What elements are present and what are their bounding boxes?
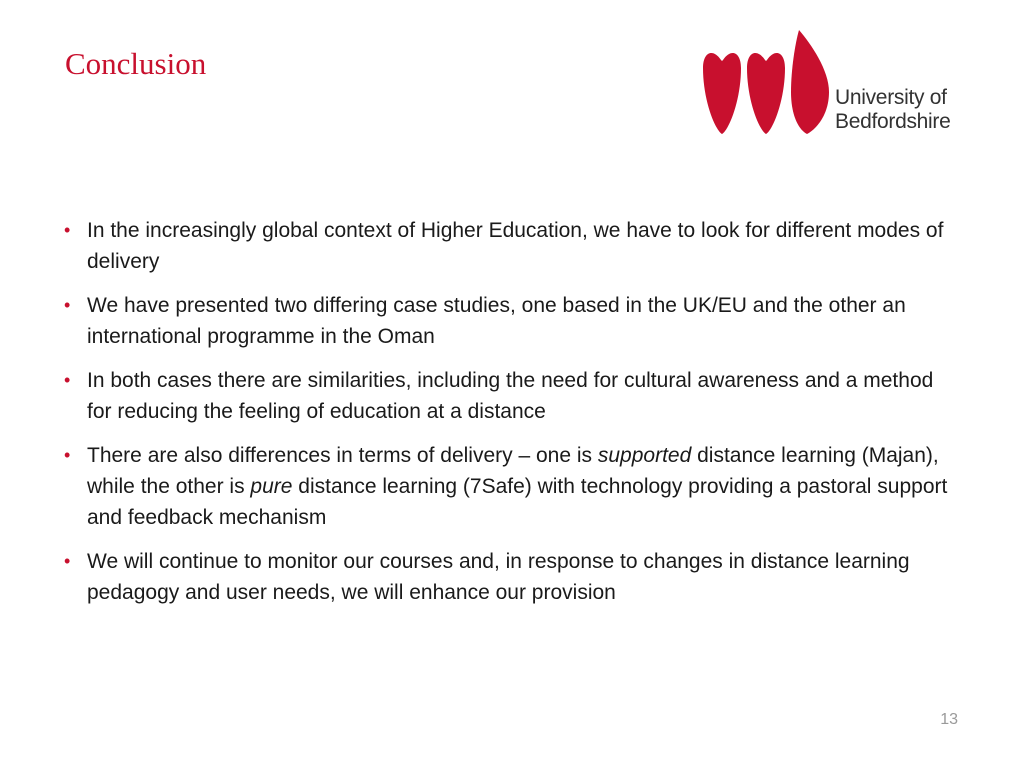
bullet-text: In the increasingly global context of Higher Education, we have to look for different modes of delivery bbox=[87, 219, 944, 273]
logo-text-line1: University of bbox=[835, 86, 947, 109]
bullet-text: We have presented two differing case studies, one based in the UK/EU and the other an international programme in the Oman bbox=[87, 294, 906, 348]
bullet-item bbox=[63, 546, 963, 608]
university-logo bbox=[703, 30, 965, 138]
bullet-item bbox=[63, 440, 963, 533]
bullet-dot-icon: • bbox=[64, 295, 71, 315]
bullet-text-part: There are also differences in terms of delivery – one is bbox=[87, 444, 598, 467]
university-logo-mark-icon bbox=[703, 30, 829, 136]
conclusion-bullet-list bbox=[63, 215, 963, 621]
bullet-emphasis: pure bbox=[250, 475, 293, 498]
bullet-text-part: distance learning (7Safe) with technology providing a pastoral support and feedback mechanism bbox=[87, 475, 948, 529]
bullet-dot-icon: • bbox=[64, 220, 71, 240]
bullet-text-part: distance learning (Majan), while the other is bbox=[87, 444, 939, 498]
bullet-item bbox=[63, 365, 963, 427]
page-number: 13 bbox=[940, 711, 958, 728]
slide-title: Conclusion bbox=[65, 46, 207, 81]
bullet-text: We will continue to monitor our courses and, in response to changes in distance learning pedagogy and user needs, we will enhance our provision bbox=[87, 550, 910, 604]
bullet-dot-icon: • bbox=[64, 370, 71, 390]
bullet-item bbox=[63, 290, 963, 352]
bullet-emphasis: supported bbox=[597, 444, 692, 467]
bullet-text: In both cases there are similarities, including the need for cultural awareness and a method for reducing the feeling of education at a distance bbox=[87, 369, 934, 423]
bullet-item bbox=[63, 215, 963, 277]
bullet-dot-icon: • bbox=[64, 445, 71, 465]
university-logo-text bbox=[835, 86, 950, 134]
logo-text-line2: Bedfordshire bbox=[835, 110, 951, 133]
bullet-dot-icon: • bbox=[64, 551, 71, 571]
